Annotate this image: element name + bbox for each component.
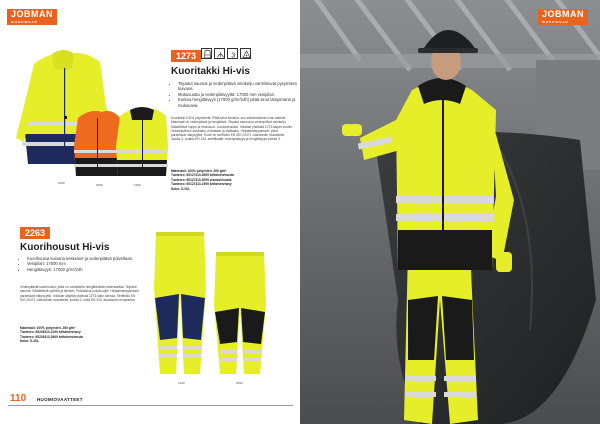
worker-photo	[300, 0, 600, 424]
jacket-image-yellow-black	[116, 107, 168, 176]
svg-text:3: 3	[231, 52, 236, 60]
trousers-feature: • Vesipilari: 17000 mm	[27, 261, 147, 266]
jacket-specs	[171, 169, 293, 191]
trousers-caption-2: 2699	[236, 381, 243, 385]
left-glove	[342, 124, 362, 136]
jacket-caption-2: 3099	[96, 183, 103, 187]
brand-logo-tagline: WORKWEAR	[11, 20, 38, 24]
jacket-caption-1: 2699	[58, 181, 65, 185]
jacket-image-orange	[74, 111, 122, 176]
jacket-title: Kuoritakki Hi-vis	[171, 66, 250, 77]
certification-icons	[201, 48, 251, 59]
brand-logo	[7, 9, 57, 25]
trousers-product-code: Tuotenro: 65226313-2699 keltainen/musta	[20, 334, 83, 339]
right-glove	[496, 252, 512, 272]
trousers-features	[20, 256, 147, 272]
jacket-product-images	[12, 46, 172, 181]
class-3-icon	[227, 48, 238, 59]
en-iso-20471-icon	[201, 48, 212, 59]
trousers-image-black	[214, 252, 266, 374]
trousers-caption-1: 2199	[178, 381, 185, 385]
jacket-product-code: Tuotenro: 65127313-1999 keltainen/navy	[171, 182, 232, 187]
trousers-sizes: Koko: S-3XL	[20, 339, 39, 344]
trousers-feature: • Hengittävyys: 17000 g/m²/24h	[27, 267, 147, 272]
trousers-description: Vedenpitävät kuorihousut, jotka on valmistettu hengittävästä materiaalista. Teipatut saumat. Säädettävä vyötärö ja lahkeet. Polvitaskut polvisuojille. Heijastinteippaukset parantavat näkyvyyttä. Voidaan käyttää yhdessä 1273-takin kanssa. Sertifioitu EN ISO 20471 -standardin mukaisesti, luokka 2, sekä EN 343 -standardin mukaisesti.	[20, 285, 139, 302]
trousers-product-images	[150, 228, 290, 378]
brand-logo-tagline: WORKWEAR	[541, 20, 569, 24]
trousers-title: Kuorihousut Hi-vis	[20, 242, 110, 253]
jacket-product-code: Tuotenro: 65127313-3099 oranssi/musta	[171, 177, 232, 182]
section-name: HUOMIOVAATTEET	[37, 397, 83, 402]
jacket-features	[171, 81, 300, 108]
jacket-caption-3: 1999	[134, 183, 141, 187]
trousers-image-navy	[154, 232, 206, 374]
jacket-product-code: Tuotenro: 65127313-2699 keltainen/musta	[171, 173, 234, 178]
trousers-product-code: Tuotenro: 65226313-2199 keltainen/navy	[20, 330, 81, 335]
trousers-code-badge: 2263	[20, 227, 50, 239]
en-343-icon	[214, 48, 225, 59]
safety-icon	[240, 48, 251, 59]
jacket-material: Materiaali: 100% polyesteri, 260 g/m²	[171, 169, 227, 173]
jacket-description: Kuoritakki 100% polyesteriä. Pitää sinut kuivana, kun sääolosuhteet ovat vaativat. Materiaali on vedenpitävä ja hengittävä. Teipatut saumat ja vedenpitävä vetoketju. Säädettävä huppu ja hihansuut. Lukuisat taskut. Voidaan yhdistää 1273-sarjan vuoriin. Vetoketjullinen sivutasku, rintatasku ja sisätasku. Heijastinteippaukset, jotka parantavat näkyvyyttä. Tuote on sertifioitu EN ISO 20471 -standardin mukaisesti, luokka 3. Lisäksi EN 343 -sertifikaatti: vedenpitävyys ja hengittävyys luokka 3.	[171, 116, 293, 142]
right-page	[300, 0, 600, 424]
trousers-specs	[20, 326, 140, 344]
brand-logo-text: JOBMAN	[11, 9, 54, 19]
jacket-sizes: Koko: S-3XL	[171, 186, 190, 191]
trousers-feature: • Kuorihousut kuivana keskeiset ja vedenpitävä polveltaan.	[27, 256, 147, 261]
jacket-feature: • Mukavuutta ja vedenpitävyyttä: 17000 mm vesipilari.	[178, 92, 300, 97]
page-number: 110	[10, 393, 27, 404]
jacket-code-badge: 1273	[171, 50, 201, 62]
jacket-feature: • Korkea hengittävyys (17000 g/m²/24h) pitää sinut lämpimänä ja mukavana.	[178, 97, 300, 108]
trousers-material: Materiaali: 100% polyesteri, 260 g/m²	[20, 326, 76, 330]
jacket-feature: • Teipatut saumat ja vedenpitävä vetoketju varmistavat pysymisen kuivana.	[178, 81, 300, 92]
footer-divider	[8, 405, 293, 406]
brand-logo-text: JOBMAN	[541, 9, 584, 19]
brand-logo-right	[538, 9, 588, 25]
